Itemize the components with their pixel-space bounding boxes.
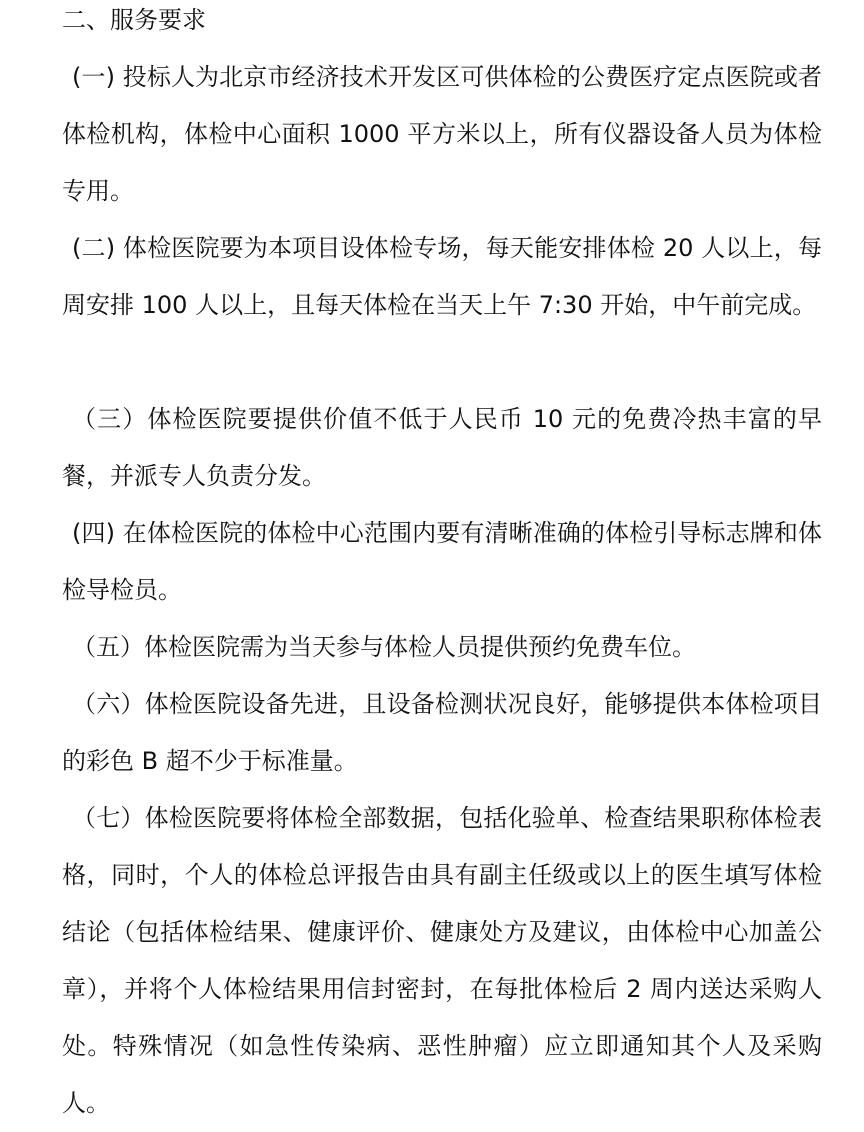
requirement-item-7: （七）体检医院要将体检全部数据，包括化验单、检查结果职称体检表格，同时，个人的体检总评报告由具有副主任级或以上的医生填写体检结论（包括体检结果、健康评价、健康处方及建议，由体检中心加盖公章），并将个人体检结果用信封密封，在每批体检后 2 周内送达采购人处。特殊情况（如急性传染病、恶性肿瘤）应立即通知其个人及采购人。 — [62, 804, 822, 1117]
section-heading: 二、服务要求 — [62, 6, 206, 34]
requirement-item-4: (四) 在体检医院的体检中心范围内要有清晰准确的体检引导标志牌和体检导检员。 — [62, 519, 822, 604]
requirement-item-2: (二) 体检医院要为本项目设体检专场，每天能安排体检 20 人以上，每周安排 100 人以上，且每天体检在当天上午 7:30 开始，中午前完成。 — [62, 234, 822, 319]
requirement-item-1: (一) 投标人为北京市经济技术开发区可供体检的公费医疗定点医院或者体检机构，体检中心面积 1000 平方米以上，所有仪器设备人员为体检专用。 — [62, 63, 822, 205]
requirement-item-5: （五）体检医院需为当天参与体检人员提供预约免费车位。 — [72, 633, 696, 661]
requirement-item-6: （六）体检医院设备先进，且设备检测状况良好，能够提供本体检项目的彩色 B 超不少于标准量。 — [62, 690, 822, 775]
requirement-item-3: （三）体检医院要提供价值不低于人民币 10 元的免费冷热丰富的早餐，并派专人负责分发。 — [62, 405, 822, 490]
